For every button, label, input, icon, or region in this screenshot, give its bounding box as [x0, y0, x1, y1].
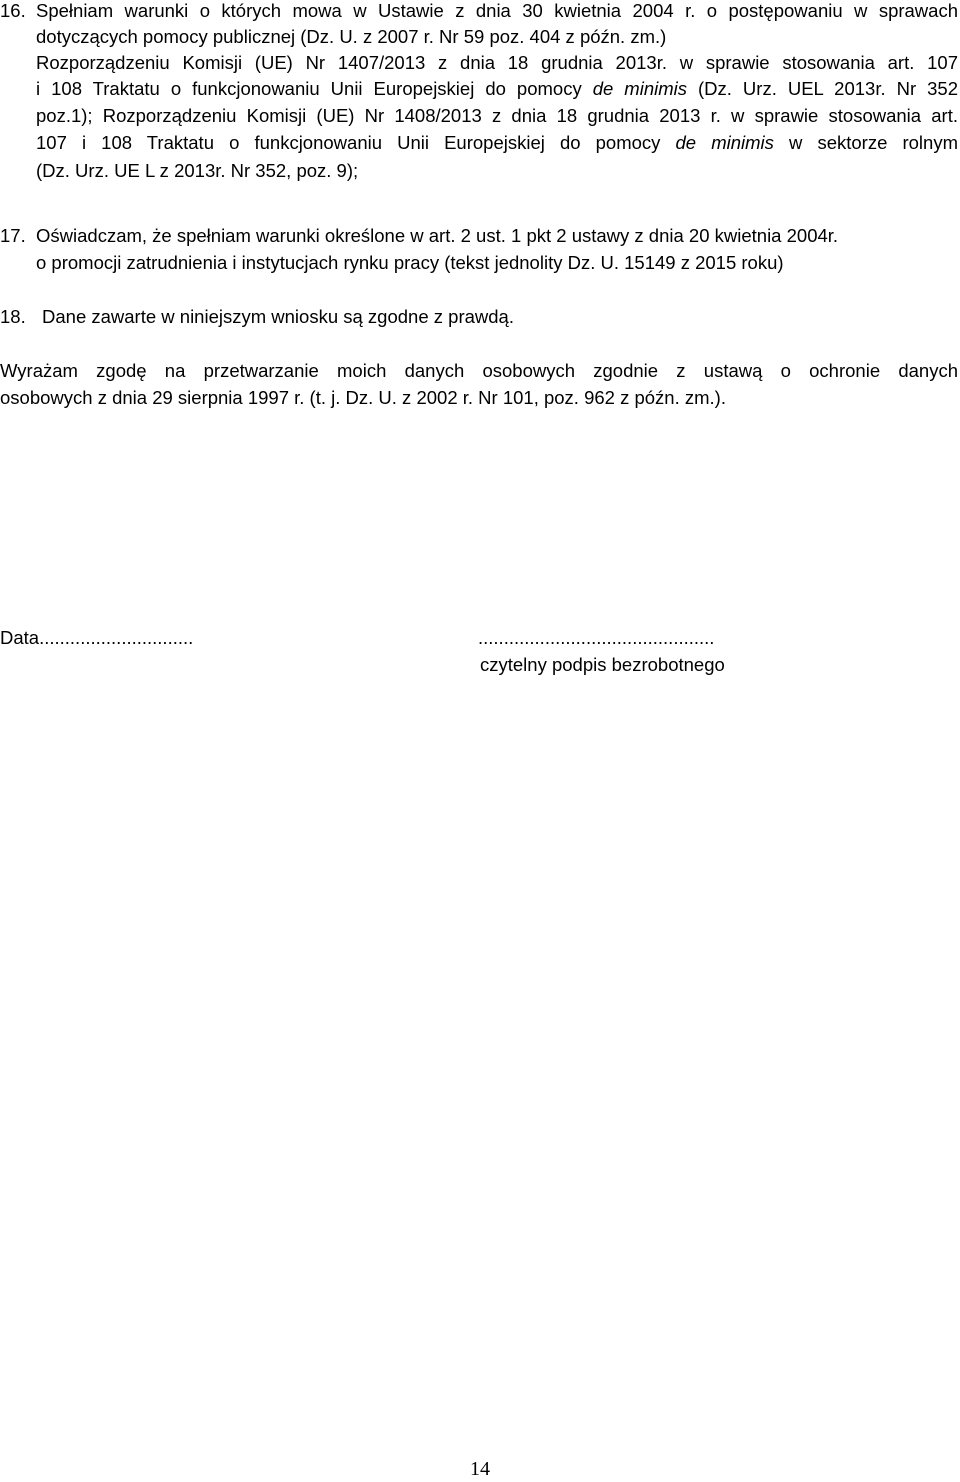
item16-line-4 — [36, 76, 958, 102]
item16-text-1: Spełniam warunki o których mowa w Ustawie z dnia 30 kwietnia 2004 r. o postępowaniu w sprawach — [36, 0, 958, 21]
signature-dots: .............................................. — [478, 627, 715, 648]
item17-line-1 — [0, 223, 838, 249]
item16-de-minimis-1: de minimis — [592, 78, 687, 99]
item18-line — [0, 304, 514, 330]
item17-line-2: o promocji zatrudnienia i instytucjach rynku pracy (tekst jednolity Dz. U. 15149 z 2015 roku) — [36, 252, 784, 273]
item16-line-2: dotyczących pomocy publicznej (Dz. U. z 2007 r. Nr 59 poz. 404 z późn. zm.) — [36, 26, 667, 47]
item16-line-6 — [36, 130, 958, 156]
item16-de-minimis-2: de minimis — [675, 132, 774, 153]
consent-line-2: osobowych z dnia 29 sierpnia 1997 r. (t. j. Dz. U. z 2002 r. Nr 101, poz. 962 z późn. zm.). — [0, 387, 726, 408]
item16-line-1 — [0, 0, 958, 24]
item16-line-3: Rozporządzeniu Komisji (UE) Nr 1407/2013 z dnia 18 grudnia 2013r. w sprawie stosowania art. 107 — [36, 52, 958, 73]
item16-line-5: poz.1); Rozporządzeniu Komisji (UE) Nr 1408/2013 z dnia 18 grudnia 2013 r. w sprawie stosowania art. — [36, 105, 958, 126]
item16-text-4: i 108 Traktatu o funkcjonowaniu Unii Europejskiej do pomocy — [36, 78, 582, 99]
consent-line-1: Wyrażam zgodę na przetwarzanie moich danych osobowych zgodnie z ustawą o ochronie danych — [0, 360, 958, 381]
item16-number: 16. — [0, 0, 26, 21]
item18-number: 18. — [0, 306, 26, 327]
signature-caption: czytelny podpis bezrobotnego — [480, 654, 725, 675]
item16-text-4-tail: (Dz. Urz. UEL 2013r. Nr 352 — [698, 78, 958, 99]
date-label: Data.............................. — [0, 627, 194, 648]
item16-text-6: 107 i 108 Traktatu o funkcjonowaniu Unii Europejskiej do pomocy — [36, 132, 661, 153]
item18-text: Dane zawarte w niniejszym wniosku są zgodne z prawdą. — [42, 306, 514, 327]
item17-text-1: Oświadczam, że spełniam warunki określone w art. 2 ust. 1 pkt 2 ustawy z dnia 20 kwietnia 2004r. — [36, 225, 839, 246]
item16-line-7: (Dz. Urz. UE L z 2013r. Nr 352, poz. 9); — [36, 160, 359, 181]
page-number: 14 — [470, 1458, 490, 1480]
item16-text-6-tail: w sektorze rolnym — [789, 132, 958, 153]
item17-number: 17. — [0, 225, 26, 246]
